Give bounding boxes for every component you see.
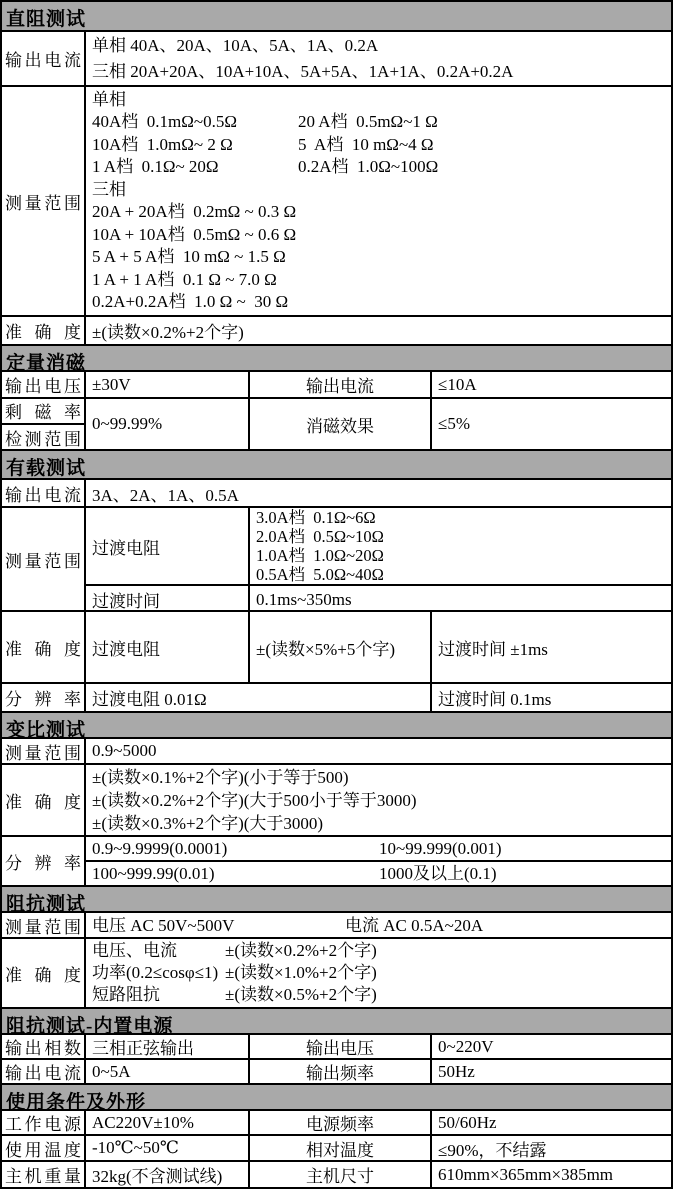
value-dc-accuracy: ±(读数×0.2%+2个字) (92, 323, 244, 342)
label-output-current: 输出电流 (2, 32, 86, 85)
section-header-dc-resistance: 直阻测试 (2, 2, 671, 32)
value-output-voltage: 0~220V (438, 1036, 494, 1056)
label-resolution: 分 辨 率 (2, 837, 86, 885)
label-measure-range: 测量范围 (2, 508, 86, 610)
value-operating-temperature: -10℃~50℃ (86, 1136, 250, 1160)
row-ratio-range (2, 739, 671, 765)
label-operating-temperature: 使用温度 (2, 1136, 86, 1160)
label-accuracy: 准 确 度 (2, 939, 86, 1007)
value-relative-humidity: ≤90%，不结露 (438, 1140, 547, 1160)
row-dc-accuracy (2, 317, 671, 346)
range-line: 0.2A+0.2A档 1.0 Ω ~ 30 Ω (92, 292, 289, 311)
label-output-voltage-mid: 输出电压 (250, 1035, 432, 1058)
label-residual-rate-top: 剩 磁 率 (5, 403, 81, 422)
section-header-load-test: 有载测试 (2, 451, 671, 480)
value-output-phases: 三相正弦输出 (86, 1035, 250, 1058)
value-transition-time-range: 0.1ms~350ms (256, 589, 352, 609)
load-range-line: 2.0A档 0.5Ω~10Ω (256, 527, 384, 546)
label-detection-range: 检测范围 (2, 423, 84, 449)
value-builtin-output-current: 0~5A (86, 1060, 250, 1083)
label-transition-resistance: 过渡电阻 (86, 508, 250, 584)
ratio-resolution-row2: 100~999.99(0.01) 1000及以上(0.1) (86, 860, 671, 885)
row-load-output-current (2, 480, 671, 508)
value-output-current-max: ≤10A (438, 374, 477, 394)
value-host-weight: 32kg(不含测试线) (86, 1162, 250, 1187)
row-impedance-range (2, 913, 671, 939)
label-output-frequency-mid: 输出频率 (250, 1060, 432, 1083)
value-load-output-current: 3A、2A、1A、0.5A (92, 485, 239, 505)
value-power-frequency: 50/60Hz (438, 1112, 497, 1132)
range-line: 10A档 1.0mΩ~ 2 Ω 5 A档 10 mΩ~4 Ω (92, 134, 434, 154)
label-host-weight: 主机重量 (2, 1162, 86, 1187)
row-load-accuracy (2, 612, 671, 684)
label-output-voltage: 输出电压 (2, 372, 86, 397)
load-range-block (86, 508, 671, 610)
load-range-sub2 (86, 584, 671, 613)
value-residual-range: 0~99.99% (86, 399, 250, 449)
ratio-accuracy-line: ±(读数×0.1%+2个字)(小于等于500) (92, 767, 349, 787)
label-output-current-mid: 输出电流 (250, 372, 432, 397)
value-ratio-accuracy (86, 765, 671, 835)
value-dc-measure-range (86, 87, 671, 315)
impedance-accuracy-line: 短路阻抗 ±(读数×0.5%+2个字) (92, 985, 377, 1004)
value-ratio-range: 0.9~5000 (92, 741, 157, 760)
label-demag-effect: 消磁效果 (250, 399, 432, 449)
value-host-size: 610mm×365mm×385mm (438, 1164, 614, 1184)
range-line: 1 A档 0.1Ω~ 20Ω 0.2A档 1.0Ω~100Ω (92, 157, 439, 176)
label-relative-humidity-mid: 相对温度 (250, 1136, 432, 1160)
load-range-line: 0.5A档 5.0Ω~40Ω (256, 565, 384, 584)
label-measure-range: 测量范围 (2, 913, 86, 937)
value-time-resolution: 过渡时间 0.1ms (438, 690, 552, 709)
row-output-phases (2, 1035, 671, 1060)
load-range-line: 3.0A档 0.1Ω~6Ω (256, 508, 376, 527)
range-line: 三相 (92, 179, 126, 199)
section-header-impedance-test: 阻抗测试 (2, 887, 671, 913)
range-line: 10A + 10A档 0.5mΩ ~ 0.6 Ω (92, 224, 297, 244)
label-transition-time: 过渡时间 (86, 586, 250, 613)
row-residual-magnetism (2, 399, 671, 451)
value-demag-effect: ≤5% (438, 414, 470, 433)
row-ratio-accuracy (2, 765, 671, 837)
value-impedance-accuracy (86, 939, 671, 1007)
label-host-size-mid: 主机尺寸 (250, 1162, 432, 1187)
value-dc-output-current (86, 32, 671, 85)
ratio-accuracy-line: ±(读数×0.2%+2个字)(大于500小于等于3000) (92, 790, 417, 810)
value-output-frequency: 50Hz (438, 1061, 475, 1081)
section-header-conditions: 使用条件及外形 (2, 1085, 671, 1111)
row-impedance-accuracy (2, 939, 671, 1009)
label-measure-range: 测量范围 (2, 739, 86, 763)
label-working-power: 工作电源 (2, 1111, 86, 1134)
section-header-builtin-power: 阻抗测试-内置电源 (2, 1009, 671, 1035)
ratio-resolution-block (86, 837, 671, 885)
row-operating-temperature (2, 1136, 671, 1162)
label-power-frequency-mid: 电源频率 (250, 1111, 432, 1134)
value-working-power: AC220V±10% (86, 1111, 250, 1134)
dc-current-line-three-phase: 三相 20A+20A、10A+10A、5A+5A、1A+1A、0.2A+0.2A (92, 61, 514, 81)
range-line: 20A + 20A档 0.2mΩ ~ 0.3 Ω (92, 202, 297, 221)
row-working-power (2, 1111, 671, 1136)
range-line: 1 A + 1 A档 0.1 Ω ~ 7.0 Ω (92, 269, 277, 289)
row-dc-measure-range (2, 87, 671, 317)
label-residual-rate (2, 399, 86, 449)
value-resistance-resolution: 过渡电阻 0.01Ω (86, 684, 432, 711)
row-demag-voltage (2, 372, 671, 399)
label-output-current: 输出电流 (2, 480, 86, 506)
ratio-resolution-row1: 0.9~9.9999(0.0001) 10~99.999(0.001) (92, 839, 502, 858)
label-accuracy: 准 确 度 (2, 765, 86, 835)
label-output-phases: 输出相数 (2, 1035, 86, 1058)
row-ratio-resolution (2, 837, 671, 887)
impedance-accuracy-line: 电压、电流 ±(读数×0.2%+2个字) (92, 941, 377, 960)
value-transition-time-accuracy: 过渡时间 ±1ms (438, 639, 548, 659)
section-header-demagnetization: 定量消磁 (2, 346, 671, 372)
value-output-voltage: ±30V (86, 372, 250, 397)
range-line: 单相 (92, 89, 126, 109)
load-range-sub1 (86, 508, 671, 584)
range-line: 5 A + 5 A档 10 mΩ ~ 1.5 Ω (92, 247, 286, 266)
row-dc-output-current (2, 32, 671, 87)
row-load-resolution (2, 684, 671, 713)
label-accuracy: 准 确 度 (2, 317, 86, 344)
label-measure-range: 测量范围 (2, 87, 86, 315)
row-builtin-output-current (2, 1060, 671, 1085)
value-impedance-range: 电压 AC 50V~500V 电流 AC 0.5A~20A (92, 915, 484, 935)
row-load-measure-range (2, 508, 671, 612)
label-output-current: 输出电流 (2, 1060, 86, 1083)
label-transition-resistance: 过渡电阻 (86, 612, 250, 682)
dc-current-line-single-phase: 单相 40A、20A、10A、5A、1A、0.2A (92, 35, 379, 55)
ratio-accuracy-line: ±(读数×0.3%+2个字)(大于3000) (92, 813, 324, 833)
impedance-accuracy-line: 功率(0.2≤cosφ≤1) ±(读数×1.0%+2个字) (92, 963, 377, 982)
value-transition-resistance-accuracy: ±(读数×5%+5个字) (250, 612, 432, 682)
value-transition-resistance-ranges (250, 508, 671, 584)
section-header-ratio-test: 变比测试 (2, 713, 671, 739)
range-line: 40A档 0.1mΩ~0.5Ω 20 A档 0.5mΩ~1 Ω (92, 112, 438, 131)
load-range-line: 1.0A档 1.0Ω~20Ω (256, 546, 384, 565)
label-accuracy: 准 确 度 (2, 612, 86, 682)
row-host-weight (2, 1162, 671, 1187)
label-resolution: 分 辨 率 (2, 684, 86, 711)
